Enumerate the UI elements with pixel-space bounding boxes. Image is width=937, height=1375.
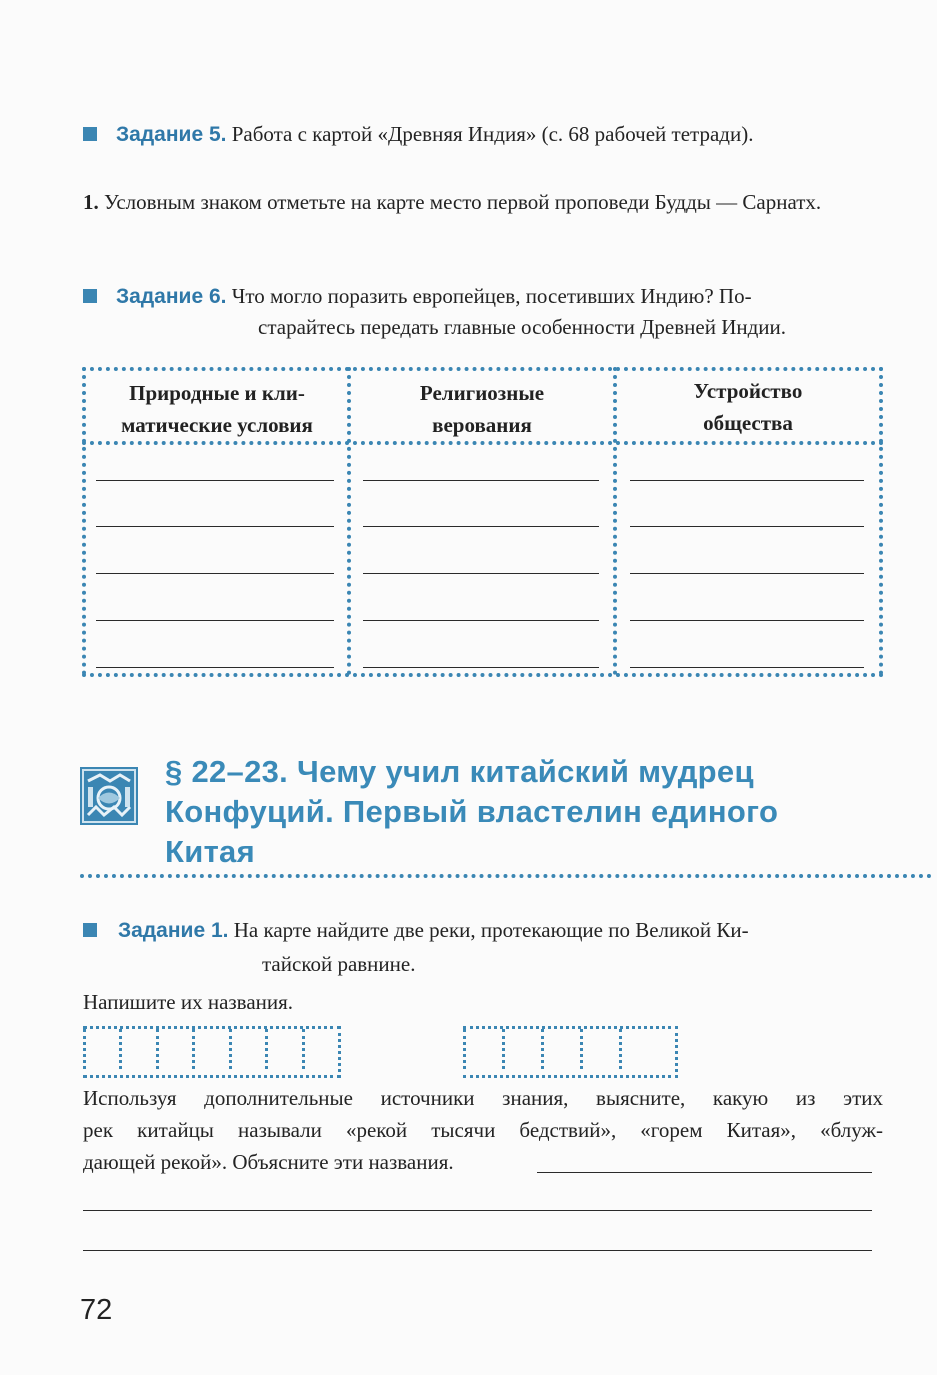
task5-bullet: [83, 127, 97, 141]
letter-box[interactable]: [265, 1029, 301, 1069]
task1-label: Задание 1.: [118, 919, 229, 942]
table-answer-line[interactable]: [363, 620, 599, 621]
answer-line[interactable]: [537, 1172, 872, 1173]
answer-line[interactable]: [83, 1210, 872, 1211]
task1-para-line3: дающей рекой». Объясните эти названия.: [83, 1150, 454, 1174]
section-divider: [80, 874, 932, 878]
table-header-society: [619, 375, 877, 439]
table-answer-line[interactable]: [630, 526, 864, 527]
section-emblem-icon: [80, 767, 138, 825]
task5-text: Работа с картой «Древняя Индия» (с. 68 рабочей тетради).: [231, 122, 754, 146]
task6-line1: [116, 280, 752, 313]
header-nature-line2: матические условия: [121, 413, 313, 437]
letter-box[interactable]: [83, 1029, 119, 1069]
task1-para-line1: Используя дополнительные источники знания, выясните, какую из этих: [83, 1086, 883, 1110]
task1-line1: [118, 914, 749, 947]
task1-line2: тайской равнине.: [262, 952, 416, 976]
header-society-line1: Устройство: [693, 379, 803, 403]
letter-box[interactable]: [119, 1029, 155, 1069]
letter-box[interactable]: [619, 1029, 658, 1069]
table-top-border: [82, 367, 884, 371]
section-title-line3: Китая: [165, 834, 255, 869]
page-number: 72: [80, 1294, 113, 1326]
table-header-nature: [88, 377, 346, 441]
table-answer-line[interactable]: [630, 667, 864, 668]
table-col-divider-2: [613, 367, 617, 675]
section-title: [165, 752, 778, 872]
table-answer-line[interactable]: [630, 573, 864, 574]
table-answer-line[interactable]: [630, 480, 864, 481]
task1-bullet: [83, 923, 97, 937]
river-name-boxes-2[interactable]: [463, 1026, 678, 1078]
answer-line[interactable]: [83, 1250, 872, 1251]
task5-item-text: Условным знаком отметьте на карте место первой проповеди Будды — Сарнатх.: [104, 190, 822, 214]
table-answer-line[interactable]: [96, 620, 334, 621]
letter-box[interactable]: [229, 1029, 265, 1069]
task5-item-number: 1.: [83, 190, 99, 214]
letter-box[interactable]: [302, 1029, 338, 1069]
letter-box[interactable]: [580, 1029, 619, 1069]
letter-box[interactable]: [463, 1029, 502, 1069]
header-religion-line2: верования: [432, 413, 532, 437]
task6-line2: старайтесь передать главные особенности Древней Индии.: [258, 315, 787, 339]
header-nature-line1: Природные и кли-: [129, 381, 305, 405]
table-answer-line[interactable]: [363, 480, 599, 481]
header-society-line2: общества: [703, 411, 793, 435]
task5-item: [83, 186, 883, 218]
table-answer-line[interactable]: [363, 526, 599, 527]
table-col-divider-1: [347, 367, 351, 675]
table-answer-line[interactable]: [96, 526, 334, 527]
table-answer-line[interactable]: [363, 667, 599, 668]
task1-para-line2: рек китайцы называли «рекой тысячи бедствий», «горем Китая», «блуж-: [83, 1118, 883, 1142]
table-left-border: [82, 367, 86, 675]
table-header-religion: [353, 377, 611, 441]
table-right-border: [879, 367, 883, 675]
letter-box[interactable]: [192, 1029, 228, 1069]
table-header-divider: [82, 441, 884, 445]
section-title-line2: Конфуций. Первый властелин единого: [165, 794, 779, 829]
task1-paragraph: [83, 1082, 883, 1178]
table-answer-line[interactable]: [96, 480, 334, 481]
table-bottom-border: [82, 673, 884, 677]
task6-bullet: [83, 289, 97, 303]
section-title-line1: § 22–23. Чему учил китайский мудрец: [165, 754, 754, 789]
table-answer-line[interactable]: [363, 573, 599, 574]
letter-box[interactable]: [502, 1029, 541, 1069]
table-answer-line[interactable]: [630, 620, 864, 621]
task6-text-line1: Что могло поразить европейцев, посетивших Индию? По-: [231, 284, 752, 308]
task6-label: Задание 6.: [116, 285, 227, 308]
table-answer-line[interactable]: [96, 573, 334, 574]
task1-instruction: Напишите их названия.: [83, 990, 294, 1014]
table-answer-line[interactable]: [96, 667, 334, 668]
river-name-boxes-1[interactable]: [83, 1026, 341, 1078]
header-religion-line1: Религиозные: [419, 381, 545, 405]
task1-text-line1: На карте найдите две реки, протекающие по Великой Ки-: [233, 918, 749, 942]
task5-line: [116, 118, 753, 151]
letter-box[interactable]: [156, 1029, 192, 1069]
letter-box[interactable]: [541, 1029, 580, 1069]
task5-label: Задание 5.: [116, 123, 227, 146]
